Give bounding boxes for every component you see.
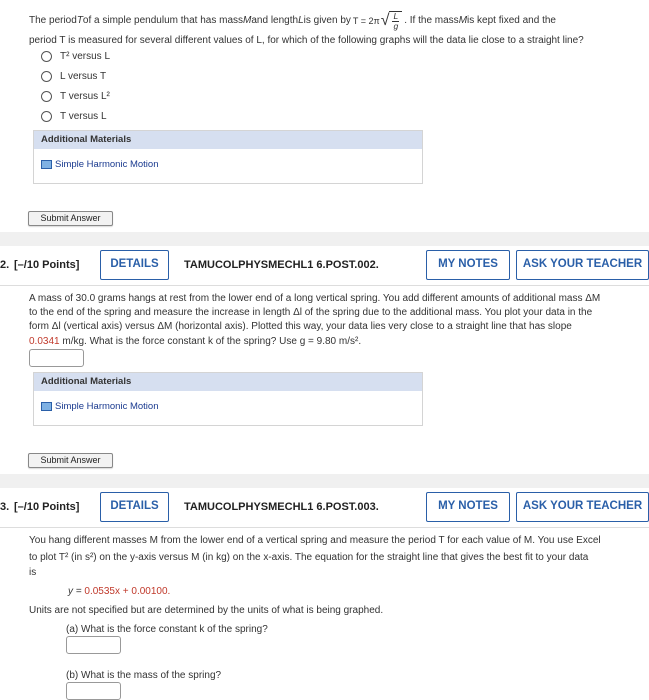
- q1-stem-text: and length: [251, 15, 299, 26]
- q1-additional-materials: [33, 130, 423, 184]
- sqrt-symbol: √: [380, 12, 390, 29]
- link-label: Simple Harmonic Motion: [55, 401, 159, 412]
- q3-points: [–/10 Points]: [14, 501, 80, 513]
- q3-ask-teacher-button[interactable]: ASK YOUR TEACHER: [516, 492, 649, 522]
- q3-part-a-label: (a) What is the force constant k of the spring?: [66, 624, 268, 635]
- q2-stem-line3: form Δl (vertical axis) versus ΔM (horizontal axis). Plotted this way, your data lies very close to a straight line that has slope: [29, 321, 572, 332]
- q3-stem-line3: is: [29, 567, 37, 578]
- q1-stem-text: is kept fixed and the: [467, 15, 556, 26]
- radio-button[interactable]: [41, 111, 52, 122]
- q3-units-note: Units are not specified but are determined by the units of what is being graphed.: [29, 605, 384, 616]
- q2-additional-materials: [33, 372, 423, 426]
- divider: [0, 285, 649, 286]
- q1-stem-text: is given by: [303, 15, 351, 26]
- q2-answer-input[interactable]: [29, 349, 84, 367]
- q1-formula-denominator: g: [393, 21, 399, 31]
- q2-stem-line2: to the end of the spring and measure the increase in length Δl of the spring due to the additional mass. You plot your data in the: [29, 307, 593, 318]
- q3-equation-value: 0.0535x + 0.00100.: [84, 586, 171, 597]
- q2-stem-line1: A mass of 30.0 grams hangs at rest from the lower end of a long vertical spring. You add different amounts of additional mass ΔM: [29, 293, 601, 304]
- radio-button[interactable]: [41, 91, 52, 102]
- q2-submit-button[interactable]: Submit Answer: [28, 453, 113, 468]
- q1-formula: [353, 11, 402, 31]
- q1-submit-button[interactable]: Submit Answer: [28, 211, 113, 226]
- q1-formula-lhs: T = 2π: [352, 16, 380, 26]
- q3-course-code: TAMUCOLPHYSMECHL1 6.POST.003.: [184, 501, 379, 513]
- q3-equation-prefix: y =: [68, 586, 85, 597]
- option-label: T versus L: [60, 110, 107, 122]
- q2-course-code: TAMUCOLPHYSMECHL1 6.POST.002.: [184, 259, 379, 271]
- q3-equation: [68, 585, 170, 599]
- book-icon: [41, 160, 52, 169]
- q1-option-2[interactable]: [41, 66, 110, 86]
- section-separator: [0, 474, 649, 488]
- book-icon: [41, 402, 52, 411]
- q2-header: [0, 246, 649, 284]
- q1-var-M: M: [458, 15, 468, 26]
- q3-part-b-input[interactable]: [66, 682, 121, 700]
- q1-stem-text: . If the mass: [404, 15, 459, 26]
- simple-harmonic-motion-link[interactable]: [34, 401, 422, 412]
- q1-option-4[interactable]: [41, 106, 110, 126]
- q3-header: [0, 488, 649, 526]
- q1-option-1[interactable]: [41, 46, 110, 66]
- section-separator: [0, 232, 649, 246]
- q1-stem-line1: [29, 8, 649, 34]
- q2-slope-value: 0.0341: [29, 336, 60, 347]
- q1-options: [41, 46, 110, 126]
- q2-stem-line4: [29, 335, 361, 349]
- option-label: T versus L²: [60, 90, 110, 102]
- divider: [0, 527, 649, 528]
- q3-my-notes-button[interactable]: MY NOTES: [426, 492, 510, 522]
- link-label: Simple Harmonic Motion: [55, 159, 159, 170]
- q1-formula-fraction: [389, 11, 402, 31]
- option-label: L versus T: [60, 70, 107, 82]
- q3-details-button[interactable]: DETAILS: [100, 492, 169, 522]
- q3-part-a-input[interactable]: [66, 636, 121, 654]
- q3-part-b-label: (b) What is the mass of the spring?: [66, 670, 222, 681]
- q2-my-notes-button[interactable]: MY NOTES: [426, 250, 510, 280]
- q2-ask-teacher-button[interactable]: ASK YOUR TEACHER: [516, 250, 649, 280]
- q3-stem-line1: You hang different masses M from the lower end of a vertical spring and measure the period T for each value of M. You use Excel: [29, 535, 601, 546]
- q2-stem-text: m/kg. What is the force constant k of the spring? Use g = 9.80 m/s².: [59, 336, 362, 347]
- q1-var-M: M: [243, 15, 252, 26]
- radio-button[interactable]: [41, 51, 52, 62]
- q3-stem-line2: to plot T² (in s²) on the y-axis versus M (in kg) on the x-axis. The equation for the straight line that gives the best fit to your data: [29, 552, 589, 563]
- q1-var-T: T: [76, 15, 83, 26]
- additional-materials-heading: Additional Materials: [34, 373, 422, 391]
- option-label: T² versus L: [60, 50, 111, 62]
- q1-option-3[interactable]: [41, 86, 110, 106]
- q2-points: [–/10 Points]: [14, 259, 80, 271]
- q1-formula-numerator: L: [393, 11, 399, 21]
- q2-number: 2.: [0, 259, 10, 271]
- additional-materials-heading: Additional Materials: [34, 131, 422, 149]
- q3-number: 3.: [0, 501, 10, 513]
- radio-button[interactable]: [41, 71, 52, 82]
- q2-details-button[interactable]: DETAILS: [100, 250, 169, 280]
- q1-stem-text: The period: [29, 15, 77, 26]
- q1-stem-text: of a simple pendulum that has mass: [82, 15, 244, 26]
- q1-stem-line2: period T is measured for several different values of L, for which of the following graphs will the data lie close to a straight line?: [29, 35, 584, 46]
- simple-harmonic-motion-link[interactable]: [34, 159, 422, 170]
- q1-var-L: L: [298, 15, 304, 26]
